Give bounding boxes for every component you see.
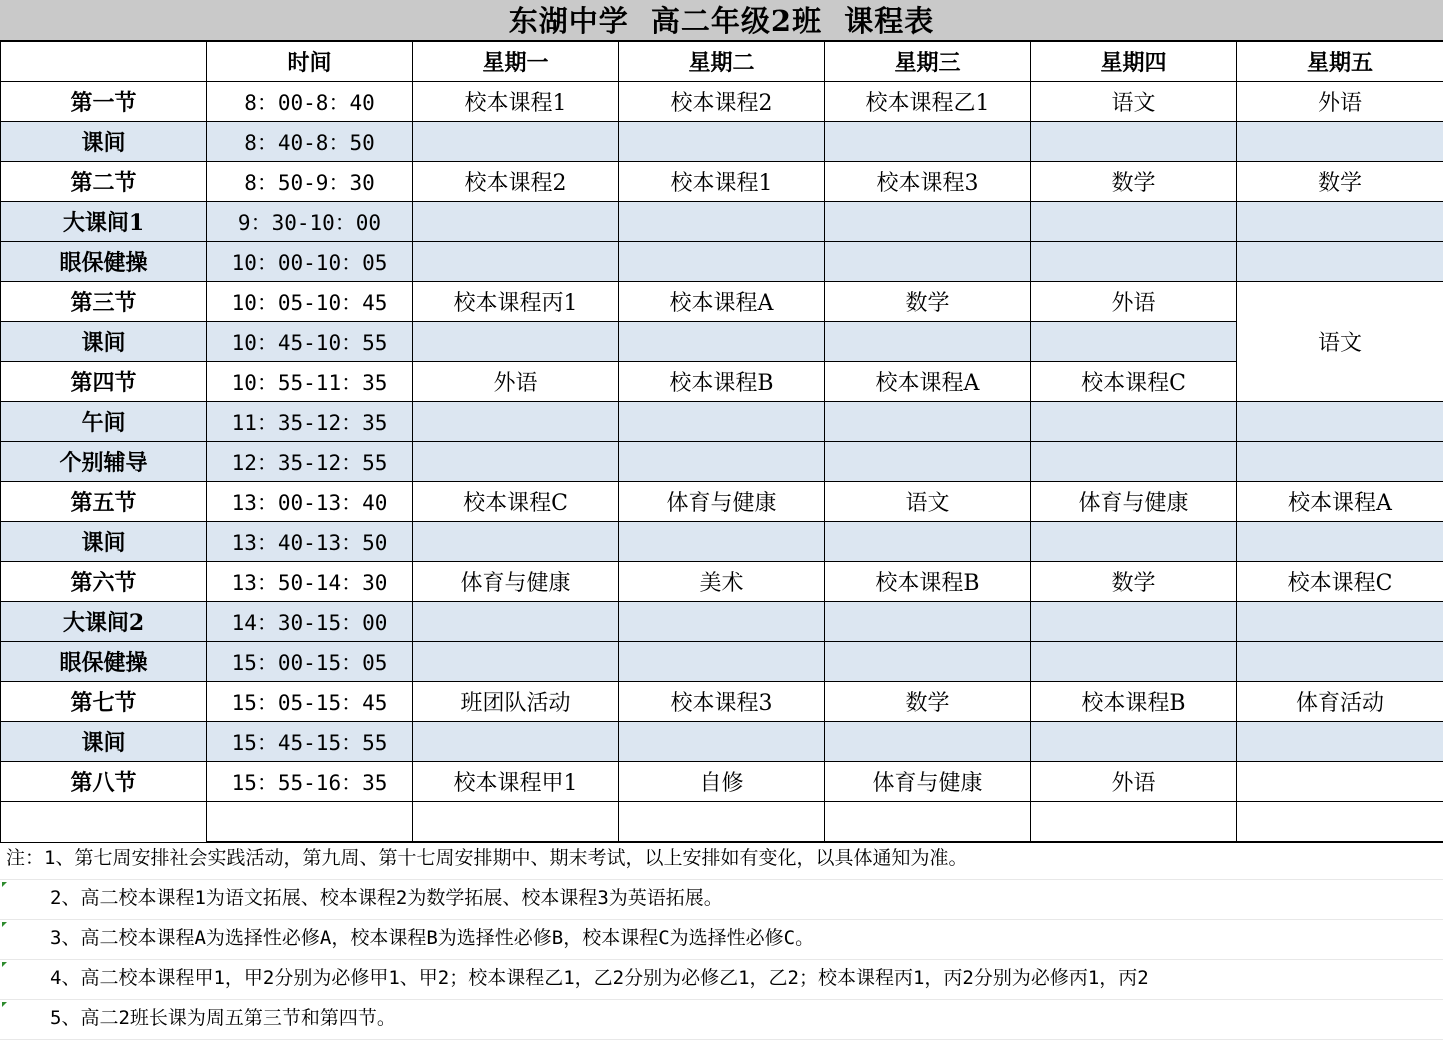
period-label: 课间 — [1, 122, 207, 162]
period-label: 大课间2 — [1, 602, 207, 642]
course-cell-tue — [619, 242, 825, 282]
cell-marker-icon — [2, 1002, 7, 1007]
timetable-row — [1, 682, 1443, 722]
course-cell-wed — [825, 442, 1031, 482]
period-label: 大课间1 — [1, 202, 207, 242]
timetable-row — [1, 242, 1443, 282]
course-cell-tue: 美术 — [619, 562, 825, 602]
course-cell-wed — [825, 122, 1031, 162]
header-time: 时间 — [207, 41, 413, 82]
timetable-row — [1, 642, 1443, 682]
timetable-row — [1, 282, 1443, 322]
course-cell-fri — [1237, 522, 1443, 562]
course-cell-fri: 校本课程C — [1237, 562, 1443, 602]
period-label — [1, 802, 207, 843]
course-cell-mon: 外语 — [413, 362, 619, 402]
timetable-row — [1, 162, 1443, 202]
course-cell-tue: 校本课程1 — [619, 162, 825, 202]
period-time: 13：00-13：40 — [207, 482, 413, 522]
course-cell-wed — [825, 802, 1031, 843]
period-time: 10：00-10：05 — [207, 242, 413, 282]
course-cell-wed: 语文 — [825, 482, 1031, 522]
course-cell-thu: 外语 — [1031, 762, 1237, 802]
course-cell-wed — [825, 202, 1031, 242]
header-corner — [1, 41, 207, 82]
course-cell-tue — [619, 602, 825, 642]
timetable-row — [1, 522, 1443, 562]
timetable-row — [1, 442, 1443, 482]
note-text: 2、高二校本课程1为语文拓展、校本课程2为数学拓展、校本课程3为英语拓展。 — [50, 887, 723, 909]
timetable-row — [1, 722, 1443, 762]
timetable-row — [1, 402, 1443, 442]
course-cell-thu — [1031, 322, 1237, 362]
header-wednesday: 星期三 — [825, 41, 1031, 82]
course-cell-wed: 数学 — [825, 682, 1031, 722]
course-cell-fri: 外语 — [1237, 82, 1443, 122]
period-time: 10：05-10：45 — [207, 282, 413, 322]
period-time: 10：45-10：55 — [207, 322, 413, 362]
period-label: 第四节 — [1, 362, 207, 402]
course-cell-wed — [825, 722, 1031, 762]
course-cell-thu — [1031, 802, 1237, 843]
period-time: 15：05-15：45 — [207, 682, 413, 722]
period-label: 第三节 — [1, 282, 207, 322]
period-time: 11：35-12：35 — [207, 402, 413, 442]
course-cell-fri — [1237, 442, 1443, 482]
period-label: 眼保健操 — [1, 642, 207, 682]
cell-marker-icon — [2, 882, 7, 887]
course-cell-fri — [1237, 602, 1443, 642]
course-cell-tue — [619, 522, 825, 562]
note-line — [0, 960, 1443, 1000]
course-cell-wed — [825, 642, 1031, 682]
course-cell-mon — [413, 642, 619, 682]
course-cell-tue: 自修 — [619, 762, 825, 802]
note-line: 注：1、第七周安排社会实践活动，第九周、第十七周安排期中、期末考试，以上安排如有变化，以具体通知为准。 — [0, 840, 1443, 880]
course-cell-fri — [1237, 642, 1443, 682]
course-cell-fri — [1237, 762, 1443, 802]
note-text: 4、高二校本课程甲1，甲2分别为必修甲1、甲2；校本课程乙1，乙2分别为必修乙1，乙2；校本课程丙1，丙2分别为必修丙1，丙2 — [50, 967, 1149, 989]
course-cell-wed: 校本课程乙1 — [825, 82, 1031, 122]
course-cell-tue: 校本课程A — [619, 282, 825, 322]
period-label: 第五节 — [1, 482, 207, 522]
course-cell-wed: 校本课程A — [825, 362, 1031, 402]
course-cell-wed: 数学 — [825, 282, 1031, 322]
course-cell-thu — [1031, 402, 1237, 442]
course-cell-wed — [825, 242, 1031, 282]
timetable-row — [1, 82, 1443, 122]
course-cell-tue — [619, 642, 825, 682]
course-cell-mon — [413, 402, 619, 442]
period-time: 10：55-11：35 — [207, 362, 413, 402]
course-cell-thu: 校本课程C — [1031, 362, 1237, 402]
course-cell-thu: 校本课程B — [1031, 682, 1237, 722]
course-cell-wed: 校本课程B — [825, 562, 1031, 602]
course-cell-tue — [619, 722, 825, 762]
course-cell-thu — [1031, 722, 1237, 762]
course-cell-wed — [825, 322, 1031, 362]
timetable-row — [1, 802, 1443, 843]
period-label: 个别辅导 — [1, 442, 207, 482]
course-cell-thu — [1031, 202, 1237, 242]
period-label: 第六节 — [1, 562, 207, 602]
course-cell-wed: 体育与健康 — [825, 762, 1031, 802]
course-cell-tue — [619, 122, 825, 162]
course-cell-tue — [619, 442, 825, 482]
period-label: 第八节 — [1, 762, 207, 802]
course-cell-thu — [1031, 242, 1237, 282]
period-time — [207, 802, 413, 843]
period-time: 8：00-8：40 — [207, 82, 413, 122]
period-label: 第一节 — [1, 82, 207, 122]
timetable-title: 东湖中学 高二年级2班 课程表 — [0, 0, 1443, 40]
course-cell-mon: 体育与健康 — [413, 562, 619, 602]
course-cell-mon — [413, 442, 619, 482]
course-cell-fri: 校本课程A — [1237, 482, 1443, 522]
timetable-row — [1, 362, 1443, 402]
timetable-row — [1, 202, 1443, 242]
course-cell-wed — [825, 602, 1031, 642]
header-tuesday: 星期二 — [619, 41, 825, 82]
note-line — [0, 1000, 1443, 1040]
course-cell-mon: 校本课程1 — [413, 82, 619, 122]
course-cell-tue — [619, 402, 825, 442]
period-label: 课间 — [1, 522, 207, 562]
note-line — [0, 880, 1443, 920]
course-cell-fri — [1237, 722, 1443, 762]
timetable-row — [1, 482, 1443, 522]
period-time: 13：50-14：30 — [207, 562, 413, 602]
course-cell-fri: 体育活动 — [1237, 682, 1443, 722]
timetable-row — [1, 762, 1443, 802]
period-label: 午间 — [1, 402, 207, 442]
course-cell-fri — [1237, 202, 1443, 242]
course-cell-mon: 校本课程2 — [413, 162, 619, 202]
period-time: 15：45-15：55 — [207, 722, 413, 762]
header-row — [1, 41, 1443, 82]
timetable-row — [1, 602, 1443, 642]
course-cell-tue — [619, 202, 825, 242]
period-time: 8：50-9：30 — [207, 162, 413, 202]
course-cell-thu: 语文 — [1031, 82, 1237, 122]
cell-marker-icon — [2, 962, 7, 967]
period-time: 8：40-8：50 — [207, 122, 413, 162]
timetable-row — [1, 322, 1443, 362]
course-cell-mon — [413, 322, 619, 362]
course-cell-tue — [619, 802, 825, 843]
course-cell-mon — [413, 602, 619, 642]
note-line — [0, 920, 1443, 960]
course-cell-fri: 数学 — [1237, 162, 1443, 202]
course-cell-tue — [619, 322, 825, 362]
period-label: 课间 — [1, 322, 207, 362]
course-cell-mon — [413, 122, 619, 162]
course-cell-thu: 数学 — [1031, 562, 1237, 602]
course-cell-tue: 体育与健康 — [619, 482, 825, 522]
period-time: 13：40-13：50 — [207, 522, 413, 562]
course-cell-wed — [825, 522, 1031, 562]
course-cell-wed — [825, 402, 1031, 442]
course-cell-thu: 数学 — [1031, 162, 1237, 202]
header-thursday: 星期四 — [1031, 41, 1237, 82]
cell-marker-icon — [2, 922, 7, 927]
course-cell-fri — [1237, 122, 1443, 162]
header-monday: 星期一 — [413, 41, 619, 82]
course-cell-thu — [1031, 642, 1237, 682]
period-label: 第二节 — [1, 162, 207, 202]
course-cell-mon: 校本课程C — [413, 482, 619, 522]
period-time: 15：55-16：35 — [207, 762, 413, 802]
timetable-row — [1, 562, 1443, 602]
course-cell-fri — [1237, 802, 1443, 843]
period-label: 眼保健操 — [1, 242, 207, 282]
course-cell-thu — [1031, 442, 1237, 482]
course-cell-fri — [1237, 402, 1443, 442]
course-cell-mon: 校本课程丙1 — [413, 282, 619, 322]
course-cell-mon — [413, 202, 619, 242]
course-cell-fri: 语文 — [1237, 282, 1443, 402]
course-cell-fri — [1237, 242, 1443, 282]
course-cell-thu: 体育与健康 — [1031, 482, 1237, 522]
course-cell-thu: 外语 — [1031, 282, 1237, 322]
course-cell-mon — [413, 522, 619, 562]
period-label: 课间 — [1, 722, 207, 762]
period-time: 14：30-15：00 — [207, 602, 413, 642]
course-cell-mon: 校本课程甲1 — [413, 762, 619, 802]
notes-section — [0, 840, 1443, 1040]
course-cell-tue: 校本课程B — [619, 362, 825, 402]
note-text: 5、高二2班长课为周五第三节和第四节。 — [50, 1007, 396, 1029]
period-time: 12：35-12：55 — [207, 442, 413, 482]
period-label: 第七节 — [1, 682, 207, 722]
timetable — [0, 40, 1443, 843]
course-cell-mon — [413, 722, 619, 762]
course-cell-mon: 班团队活动 — [413, 682, 619, 722]
course-cell-mon — [413, 242, 619, 282]
course-cell-mon — [413, 802, 619, 843]
course-cell-tue: 校本课程3 — [619, 682, 825, 722]
course-cell-wed: 校本课程3 — [825, 162, 1031, 202]
note-text: 3、高二校本课程A为选择性必修A，校本课程B为选择性必修B，校本课程C为选择性必修C。 — [50, 927, 815, 949]
course-cell-thu — [1031, 522, 1237, 562]
period-time: 15：00-15：05 — [207, 642, 413, 682]
header-friday: 星期五 — [1237, 41, 1443, 82]
course-cell-tue: 校本课程2 — [619, 82, 825, 122]
course-cell-thu — [1031, 122, 1237, 162]
period-time: 9：30-10：00 — [207, 202, 413, 242]
timetable-row — [1, 122, 1443, 162]
course-cell-thu — [1031, 602, 1237, 642]
